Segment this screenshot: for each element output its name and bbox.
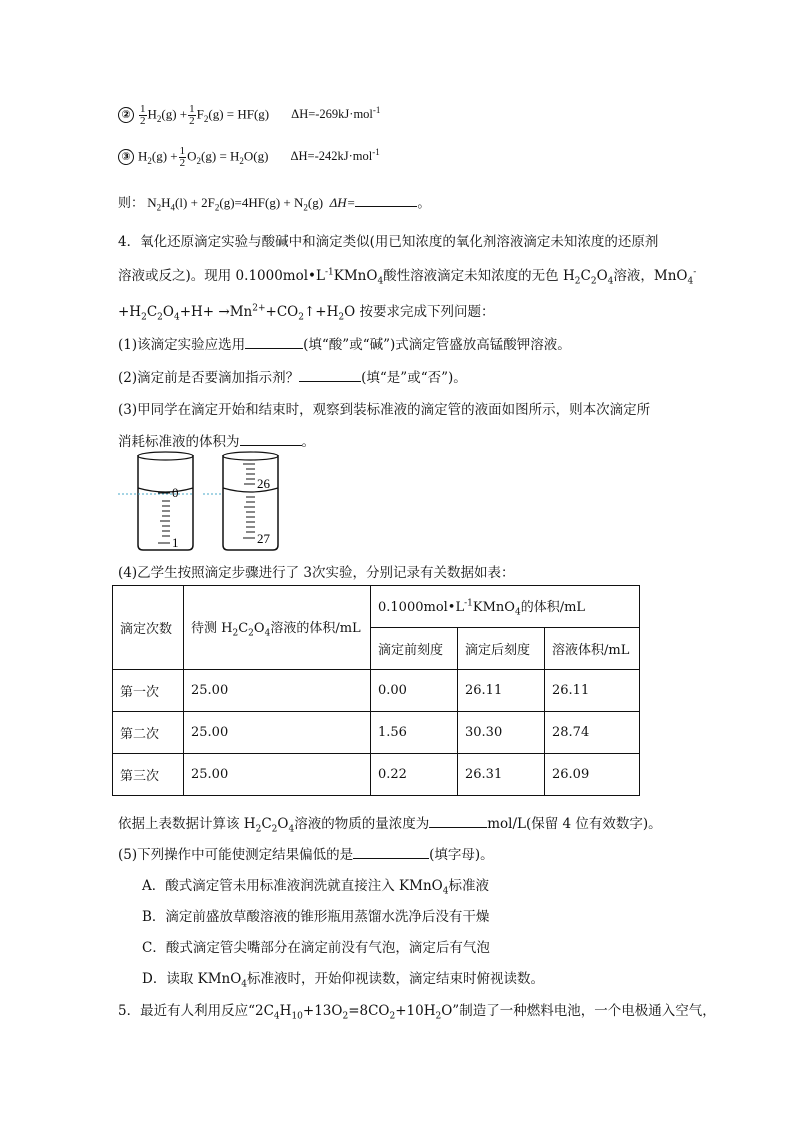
answer-blank[interactable] [353, 845, 429, 859]
q4-part1: (1)该滴定实验应选用 (填“酸”或“碱”)式滴定管盛放高锰酸钾溶液。 [118, 337, 571, 353]
option-d: D．读取 KMnO$_4$标准液时，开始仰视读数，滴定结束时俯视读数。 [142, 971, 545, 990]
fraction: $\frac{1}{2}$ [140, 103, 146, 127]
header-standard-volume: $0.1000mol•L^{-1}KMnO_4$的体积/mL [371, 586, 640, 628]
header-sample-volume: 待测 $H_2C_2O_4$溶液的体积/mL [184, 586, 371, 670]
titration-data-table [112, 585, 640, 796]
burette-end-bottom-label: 27 [257, 531, 270, 546]
enthalpy-value: ΔH=-269kJ·mol$^{-1}$ [291, 105, 381, 122]
q4-part4: (4)乙学生按照滴定步骤进行了 3次实验，分别记录有关数据如表： [118, 565, 515, 581]
option-a: A．酸式滴定管未用标准液润洗就直接注入 KMnO$_4$标准液 [142, 878, 489, 897]
answer-blank[interactable] [245, 335, 303, 349]
table-row: 第二次 25.00 1.56 30.30 28.74 [113, 712, 640, 754]
burette-diagram [118, 450, 298, 560]
q4-line1: 4．氧化还原滴定实验与酸碱中和滴定类似(用已知浓度的氧化剂溶液滴定未知浓度的还原剂 [118, 234, 659, 250]
equation-marker: ③ [118, 149, 134, 165]
q4-calc: 依据上表数据计算该 $H_2C_2O_4$溶液的物质的量浓度为 mol/L(保留 4 位有效数字)。 [118, 816, 662, 835]
fraction: $\frac{1}{2}$ [189, 103, 195, 127]
q4-part2: (2)滴定前是否要滴加指示剂？ (填“是”或“否”)。 [118, 370, 467, 386]
q4-part5: (5)下列操作中可能使测定结果偏低的是 (填字母)。 [118, 847, 494, 863]
q5-line1: 5．最近有人利用反应“$2C_4H_{10}+13O_2=8CO_2+10H_2O$”制造了一种燃料电池，一个电极通入空气， [118, 1003, 716, 1022]
equation-2: ② $\frac{1}{2}$ $H_2(g)$ + $\frac{1}{2}$ $F_2(g) = HF(g)$ ΔH=-269kJ·mol$^{-1}$ [118, 104, 380, 127]
header-volume: 溶液体积/mL [545, 628, 640, 670]
burette-end [203, 452, 278, 550]
burette-start-top-label: 0 [172, 485, 179, 500]
q4-line2: 溶液或反之)。现用 $0.1000mol•L^{-1}KMnO_4$酸性溶液滴定未知浓度的无色 $H_2C_2O_4$溶液，MnO$_4$- [118, 267, 697, 287]
equation-3: ③ $H_2(g)$ + $\frac{1}{2}$ $O_2(g) = H_2O(g)$ ΔH=-242kJ·mol$^{-1}$ [118, 146, 380, 169]
header-index: 滴定次数 [113, 586, 184, 670]
q4-part3-line2: 消耗标准液的体积为 。 [118, 434, 315, 450]
enthalpy-value: ΔH=-242kJ·mol$^{-1}$ [290, 147, 380, 164]
q4-line3: $+H_2C_2O_4+H+$ $\to Mn^{2+}+CO_2↑+H_2O$ 按要求完成下列问题： [118, 303, 495, 323]
burette-start [118, 452, 193, 550]
answer-blank[interactable] [240, 432, 302, 446]
header-after: 滴定后刻度 [458, 628, 545, 670]
header-before: 滴定前刻度 [371, 628, 458, 670]
then-equation: 则： $N_2H_4(l) + 2F_2(g)=4HF(g) + N_2(g)$ ΔH= 。 [118, 195, 431, 213]
answer-blank[interactable] [355, 193, 417, 207]
equation-marker: ② [118, 107, 134, 123]
burette-start-bottom-label: 1 [172, 535, 179, 550]
table-row: 第三次 25.00 0.22 26.31 26.09 [113, 754, 640, 796]
table-row: 第一次 25.00 0.00 26.11 26.11 [113, 670, 640, 712]
answer-blank[interactable] [429, 814, 487, 828]
q4-part3-line1: (3)甲同学在滴定开始和结束时，观察到装标准液的滴定管的液面如图所示，则本次滴定所 [118, 402, 651, 418]
fraction: $\frac{1}{2}$ [179, 145, 186, 169]
option-b: B．滴定前盛放草酸溶液的锥形瓶用蒸馏水洗净后没有干燥 [142, 909, 490, 925]
burette-end-top-label: 26 [257, 476, 270, 491]
option-c: C．酸式滴定管尖嘴部分在滴定前没有气泡，滴定后有气泡 [142, 940, 490, 956]
answer-blank[interactable] [299, 368, 361, 382]
